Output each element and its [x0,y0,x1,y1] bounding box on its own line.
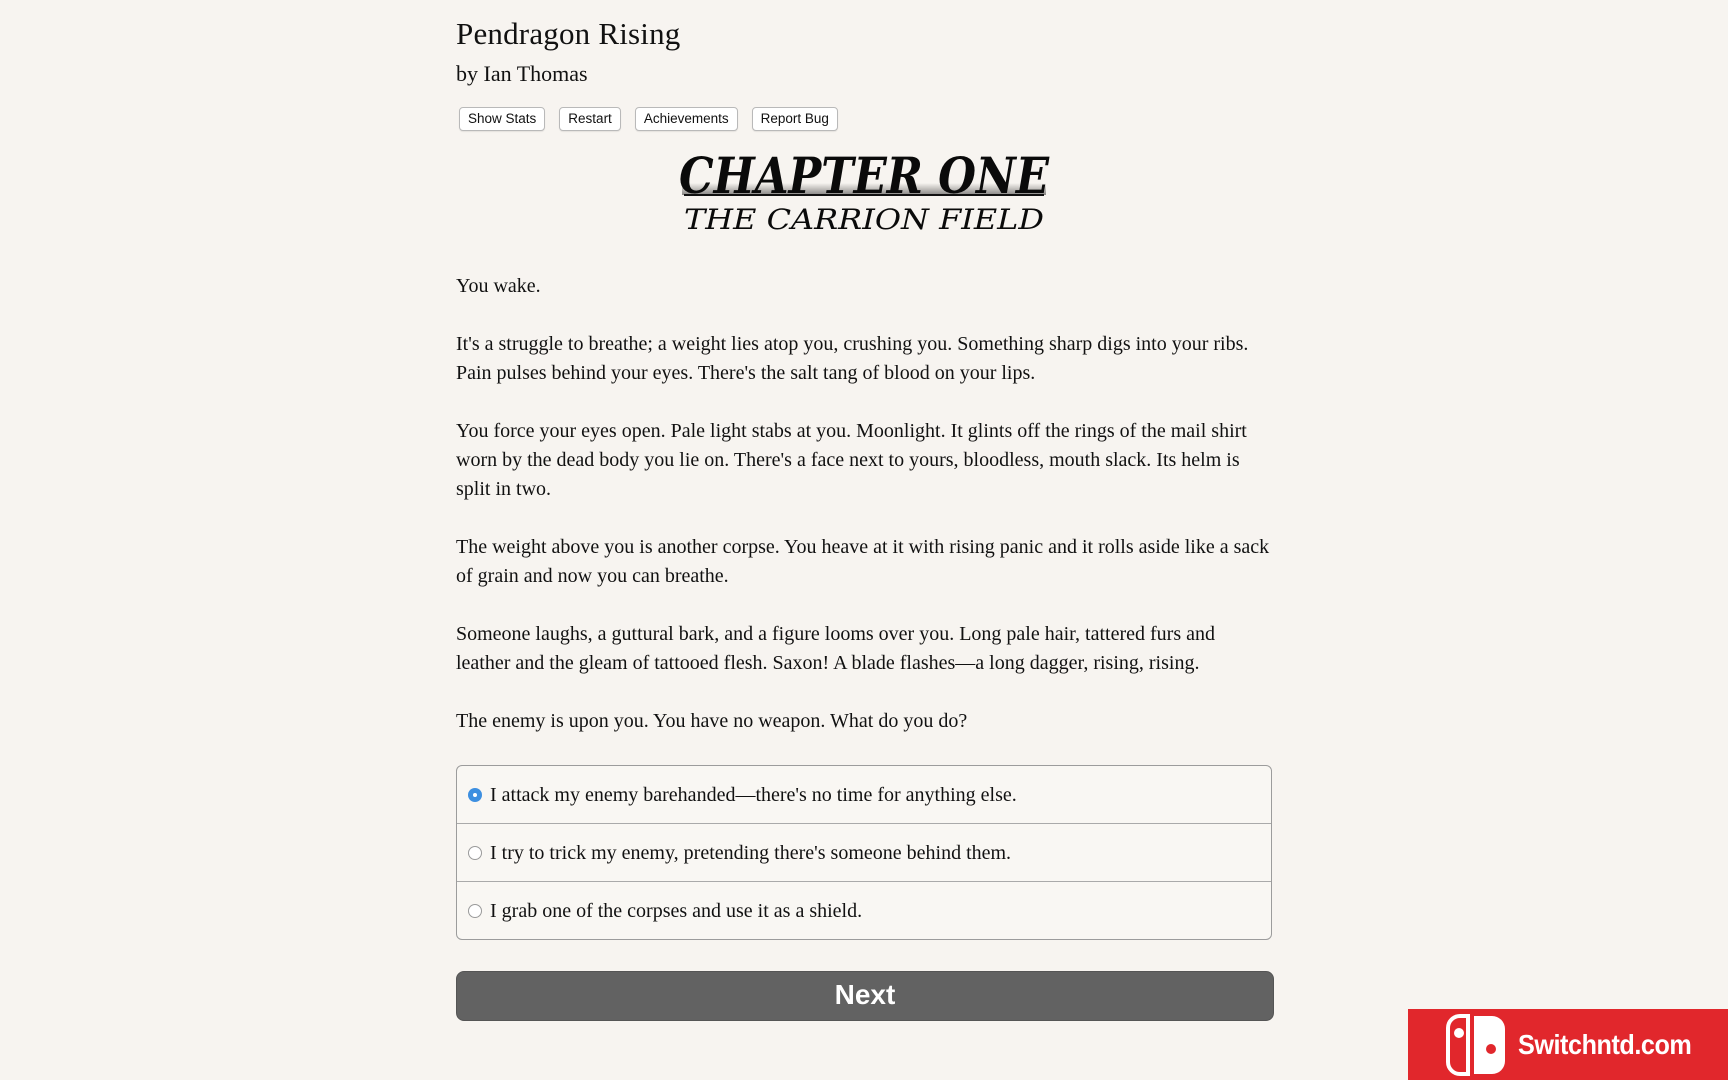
game-author: by Ian Thomas [456,61,588,86]
story-text [456,272,1272,736]
chapter-banner-image [674,147,1054,247]
choice-label: I grab one of the corpses and use it as a shield. [490,899,863,922]
choice-option-1[interactable] [457,766,1271,823]
show-stats-button[interactable]: Show Stats [459,107,545,131]
choice-list [456,765,1272,940]
game-page [456,0,1272,1021]
restart-button[interactable]: Restart [559,107,621,131]
chapter-banner [456,147,1272,247]
toolbar [456,107,1272,131]
story-paragraph: You force your eyes open. Pale light stabs at you. Moonlight. It glints off the rings of the mail shirt worn by the dead body you lie on. There's a face next to yours, bloodless, mouth slack. Its helm is split in two. [456,420,1247,500]
choice-label: I try to trick my enemy, pretending there's someone behind them. [490,841,1012,864]
game-title: Pendragon Rising [456,16,681,51]
story-paragraph: Someone laughs, a guttural bark, and a figure looms over you. Long pale hair, tattered furs and leather and the gleam of tattooed flesh. Saxon! A blade flashes—a long dagger, rising, rising. [456,623,1215,674]
report-bug-button[interactable]: Report Bug [752,107,838,131]
achievements-button[interactable]: Achievements [635,107,738,131]
chapter-heading: CHAPTER ONE [679,146,1050,205]
watermark-text: Switchntd.com [1518,1028,1692,1060]
chapter-subtitle: THE CARRION FIELD [684,203,1044,236]
story-paragraph: You wake. [456,275,541,297]
choice-option-3[interactable] [457,881,1271,939]
switch-logo-icon [1446,1013,1508,1077]
next-button[interactable]: Next [456,971,1274,1021]
watermark [1408,1009,1728,1080]
story-paragraph: The enemy is upon you. You have no weapon. What do you do? [456,710,968,732]
radio-button[interactable] [468,846,482,860]
radio-button[interactable] [468,788,482,802]
choice-label: I attack my enemy barehanded—there's no time for anything else. [490,783,1017,806]
story-paragraph: It's a struggle to breathe; a weight lies atop you, crushing you. Something sharp digs into your ribs. Pain pulses behind your eyes. There's the salt tang of blood on your lips. [456,333,1249,384]
story-paragraph: The weight above you is another corpse. You heave at it with rising panic and it rolls aside like a sack of grain and now you can breathe. [456,536,1270,587]
choice-option-2[interactable] [457,823,1271,881]
radio-button[interactable] [468,904,482,918]
